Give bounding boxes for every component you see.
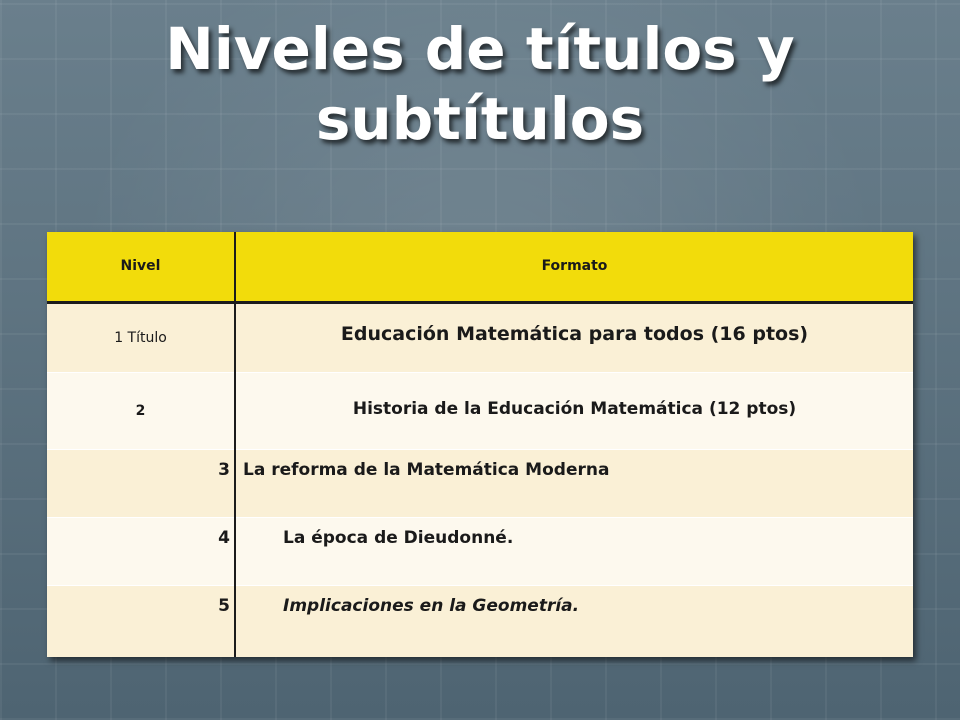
table-row: [47, 586, 913, 657]
format-cell: La época de Dieudonné.: [235, 517, 913, 585]
format-cell: Implicaciones en la Geometría.: [235, 586, 913, 657]
table-header-row: [47, 232, 913, 302]
format-cell: Historia de la Educación Matemática (12 ptos): [235, 373, 913, 449]
level-cell: 3: [47, 449, 235, 517]
header-formato: Formato: [235, 232, 913, 302]
slide-title: Niveles de títulos y subtítulos: [165, 15, 795, 153]
level-cell: 1 Título: [47, 302, 235, 372]
level-cell: 4: [47, 517, 235, 585]
levels-table: [47, 232, 913, 657]
format-cell: La reforma de la Matemática Moderna: [235, 449, 913, 517]
table-row: [47, 373, 913, 449]
table-row: [47, 302, 913, 372]
level-cell: 2: [47, 373, 235, 449]
header-nivel: Nivel: [47, 232, 235, 302]
format-cell: Educación Matemática para todos (16 ptos): [235, 302, 913, 372]
table-row: [47, 517, 913, 585]
level-cell: 5: [47, 586, 235, 657]
table-row: [47, 449, 913, 517]
